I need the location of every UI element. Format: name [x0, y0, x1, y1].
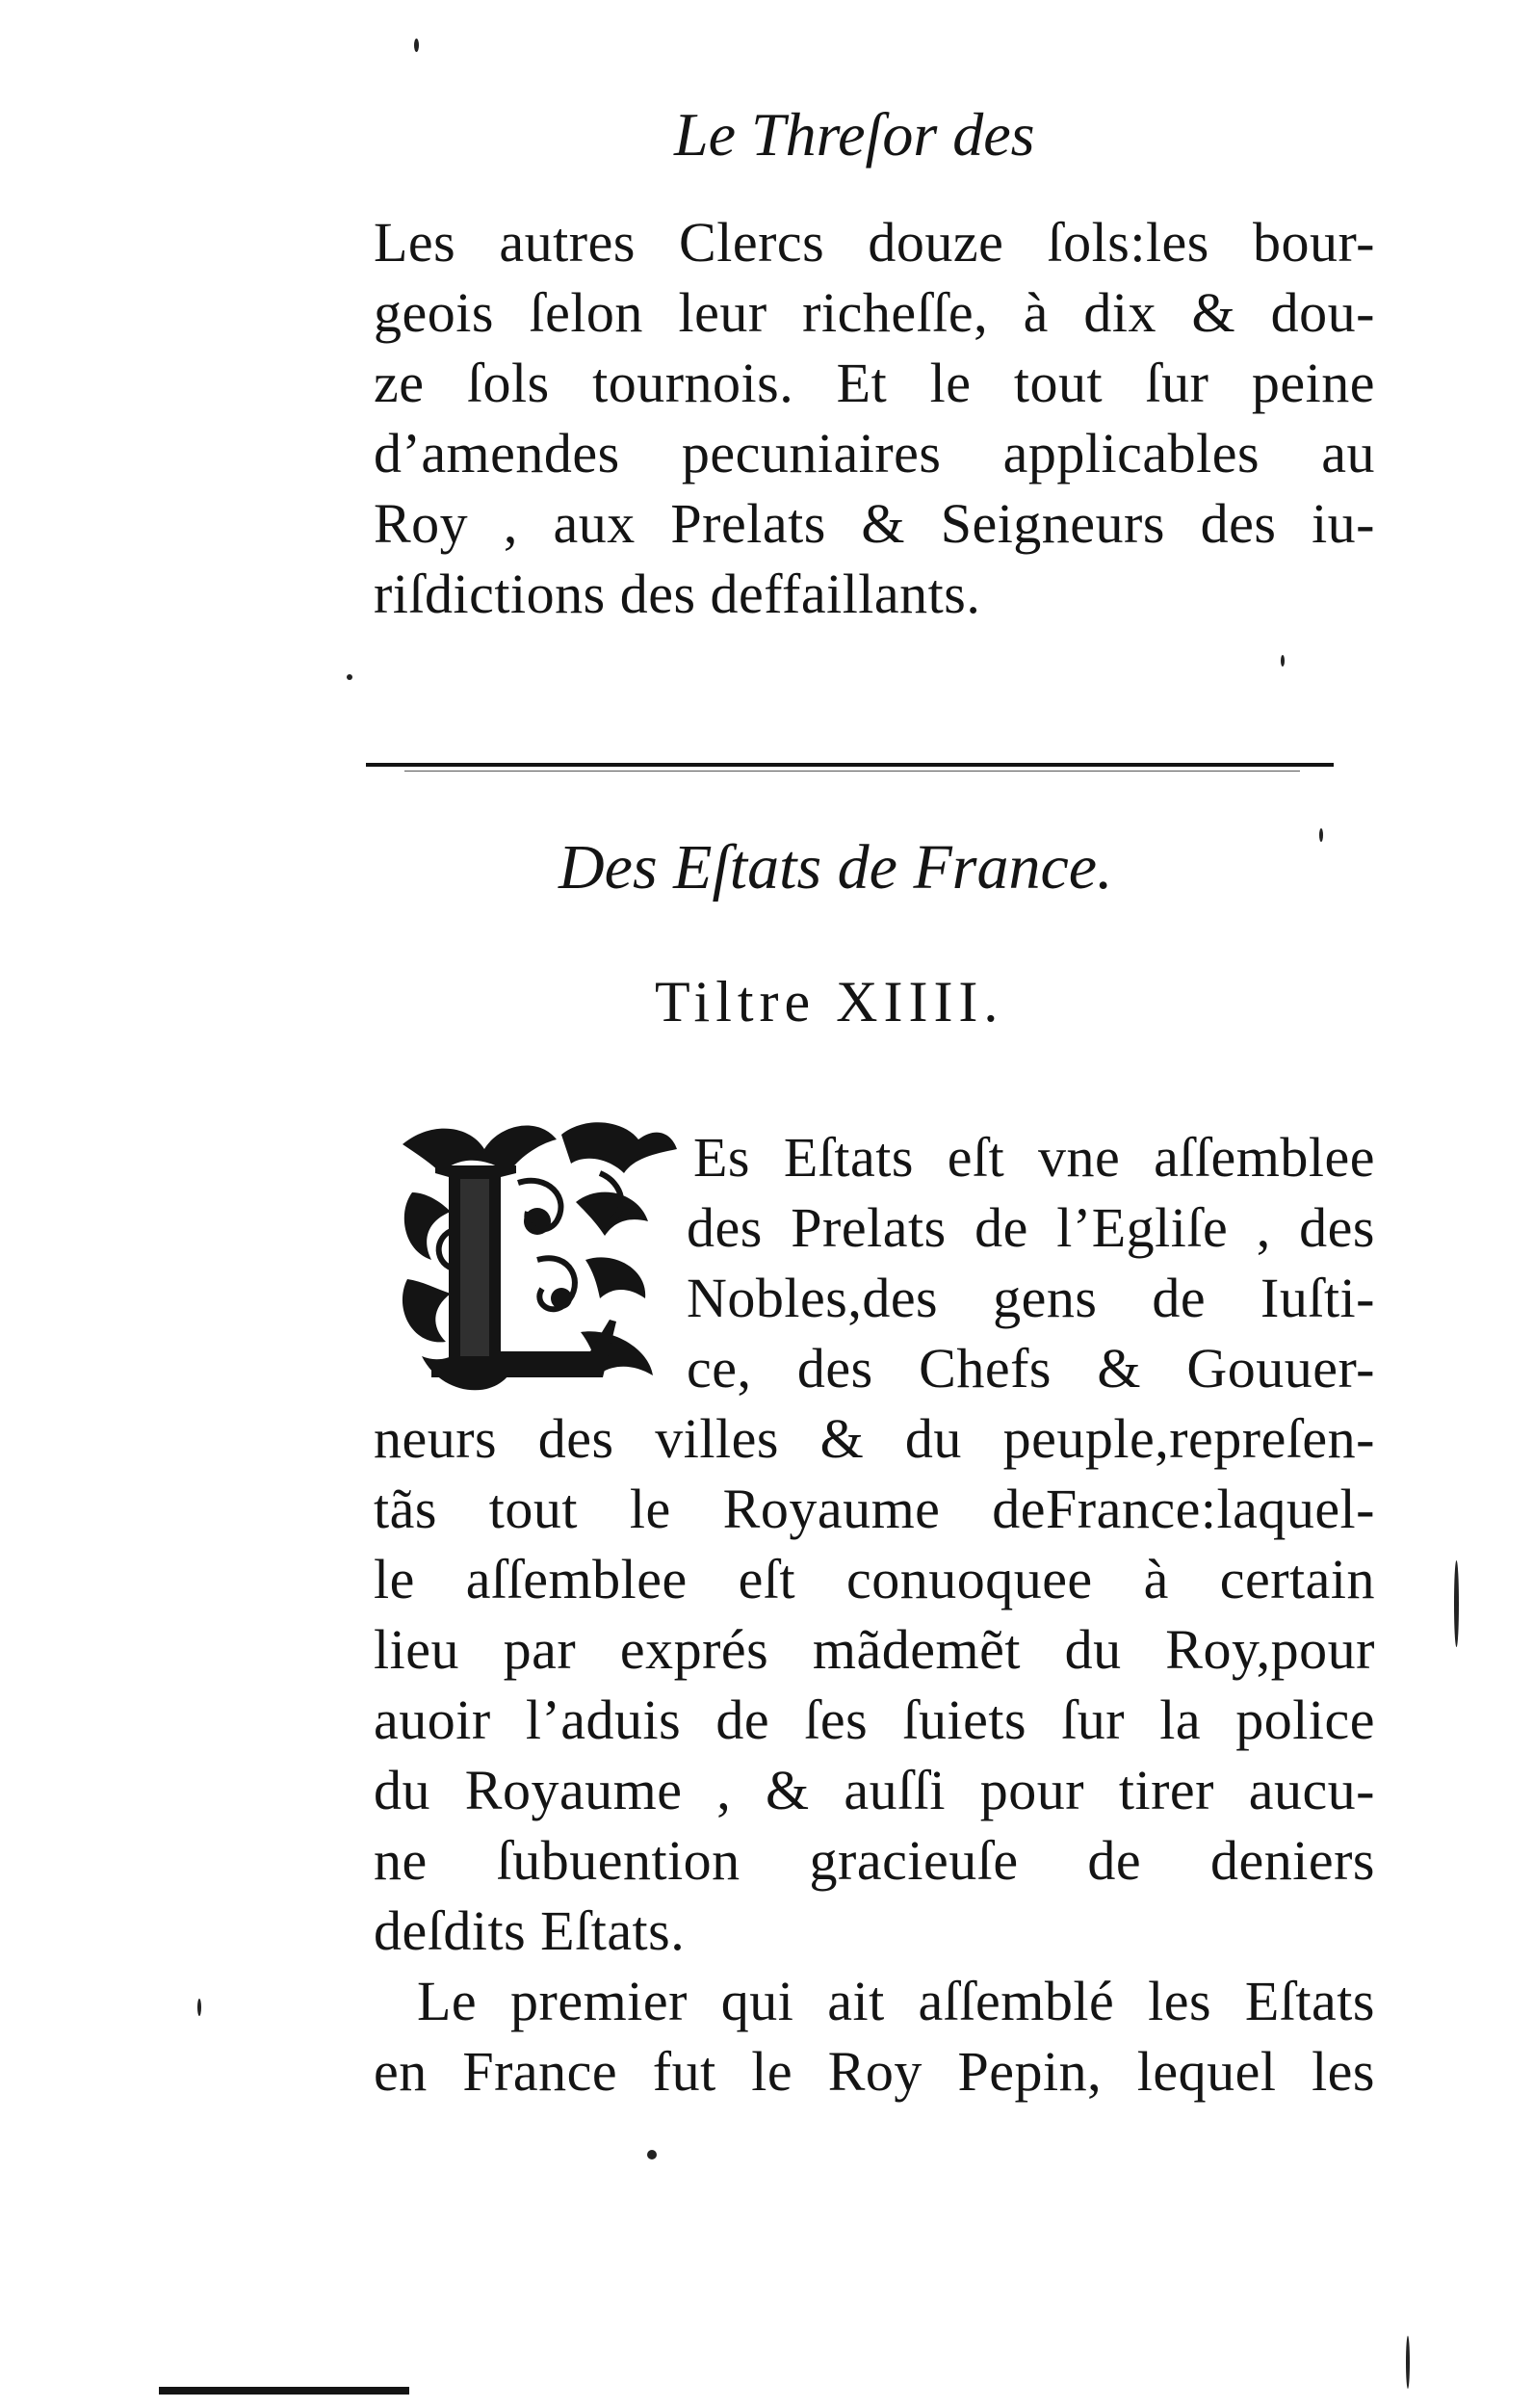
- text-line: tãs tout le Royaume deFrance:laquel-: [374, 1478, 1375, 1540]
- text-line: Le premier qui ait aſſemblé les Eſtats: [417, 1970, 1375, 2032]
- text-line: lieu par exprés mãdemẽt du Roy,pour: [374, 1618, 1375, 1681]
- text-line: du Royaume , & auſſi pour tirer aucu-: [374, 1759, 1375, 1821]
- top-paragraph: [374, 207, 1375, 629]
- scan-speck: [647, 2150, 657, 2159]
- scan-speck: [1319, 828, 1323, 842]
- chapter-title: Tiltre XIIII.: [655, 970, 1004, 1034]
- running-head: Le Threſor des: [674, 100, 1035, 169]
- text-line: Les autres Clercs douze ſols:les bour-: [374, 211, 1375, 274]
- text-line: ne ſubuention gracieuſe de deniers: [374, 1829, 1375, 1892]
- text-line: riſdictions des deffaillants.: [374, 563, 981, 625]
- text-line: auoir l’aduis de ſes ſuiets ſur la police: [374, 1688, 1375, 1751]
- section-title: Des Eſtats de France.: [559, 832, 1113, 903]
- scan-speck: [414, 39, 419, 52]
- text-line: geois ſelon leur richeſſe, à dix & dou-: [374, 281, 1375, 344]
- page-bottom-mark: [159, 2387, 409, 2395]
- text-line: des Prelats de l’Egliſe , des: [687, 1196, 1375, 1259]
- text-line: Nobles,des gens de Iuſti-: [687, 1267, 1375, 1329]
- text-line: Roy , aux Prelats & Seigneurs des iu-: [374, 492, 1375, 555]
- text-line: neurs des villes & du peuple,repreſen-: [374, 1407, 1375, 1470]
- scan-speck: [347, 674, 352, 680]
- text-line: ze ſols tournois. Et le tout ſur peine: [374, 352, 1375, 414]
- text-line: le aſſemblee eſt conuoquee à certain: [374, 1548, 1375, 1610]
- section-divider-thin: [404, 771, 1300, 772]
- text-line: ce, des Chefs & Gouuer-: [687, 1337, 1375, 1400]
- main-paragraph: [374, 1122, 1375, 2107]
- scan-speck: [197, 1999, 201, 2016]
- text-line: deſdits Eſtats.: [374, 1899, 686, 1962]
- text-line: Es Eſtats eſt vne aſſemblee: [693, 1126, 1375, 1189]
- scan-speck: [1454, 1560, 1459, 1647]
- text-line: en France fut le Roy Pepin, lequel les: [374, 2040, 1375, 2103]
- section-divider: [366, 763, 1334, 767]
- scan-speck: [1406, 2336, 1410, 2389]
- text-line: d’amendes pecuniaires applicables au: [374, 422, 1375, 484]
- scan-speck: [1281, 655, 1285, 667]
